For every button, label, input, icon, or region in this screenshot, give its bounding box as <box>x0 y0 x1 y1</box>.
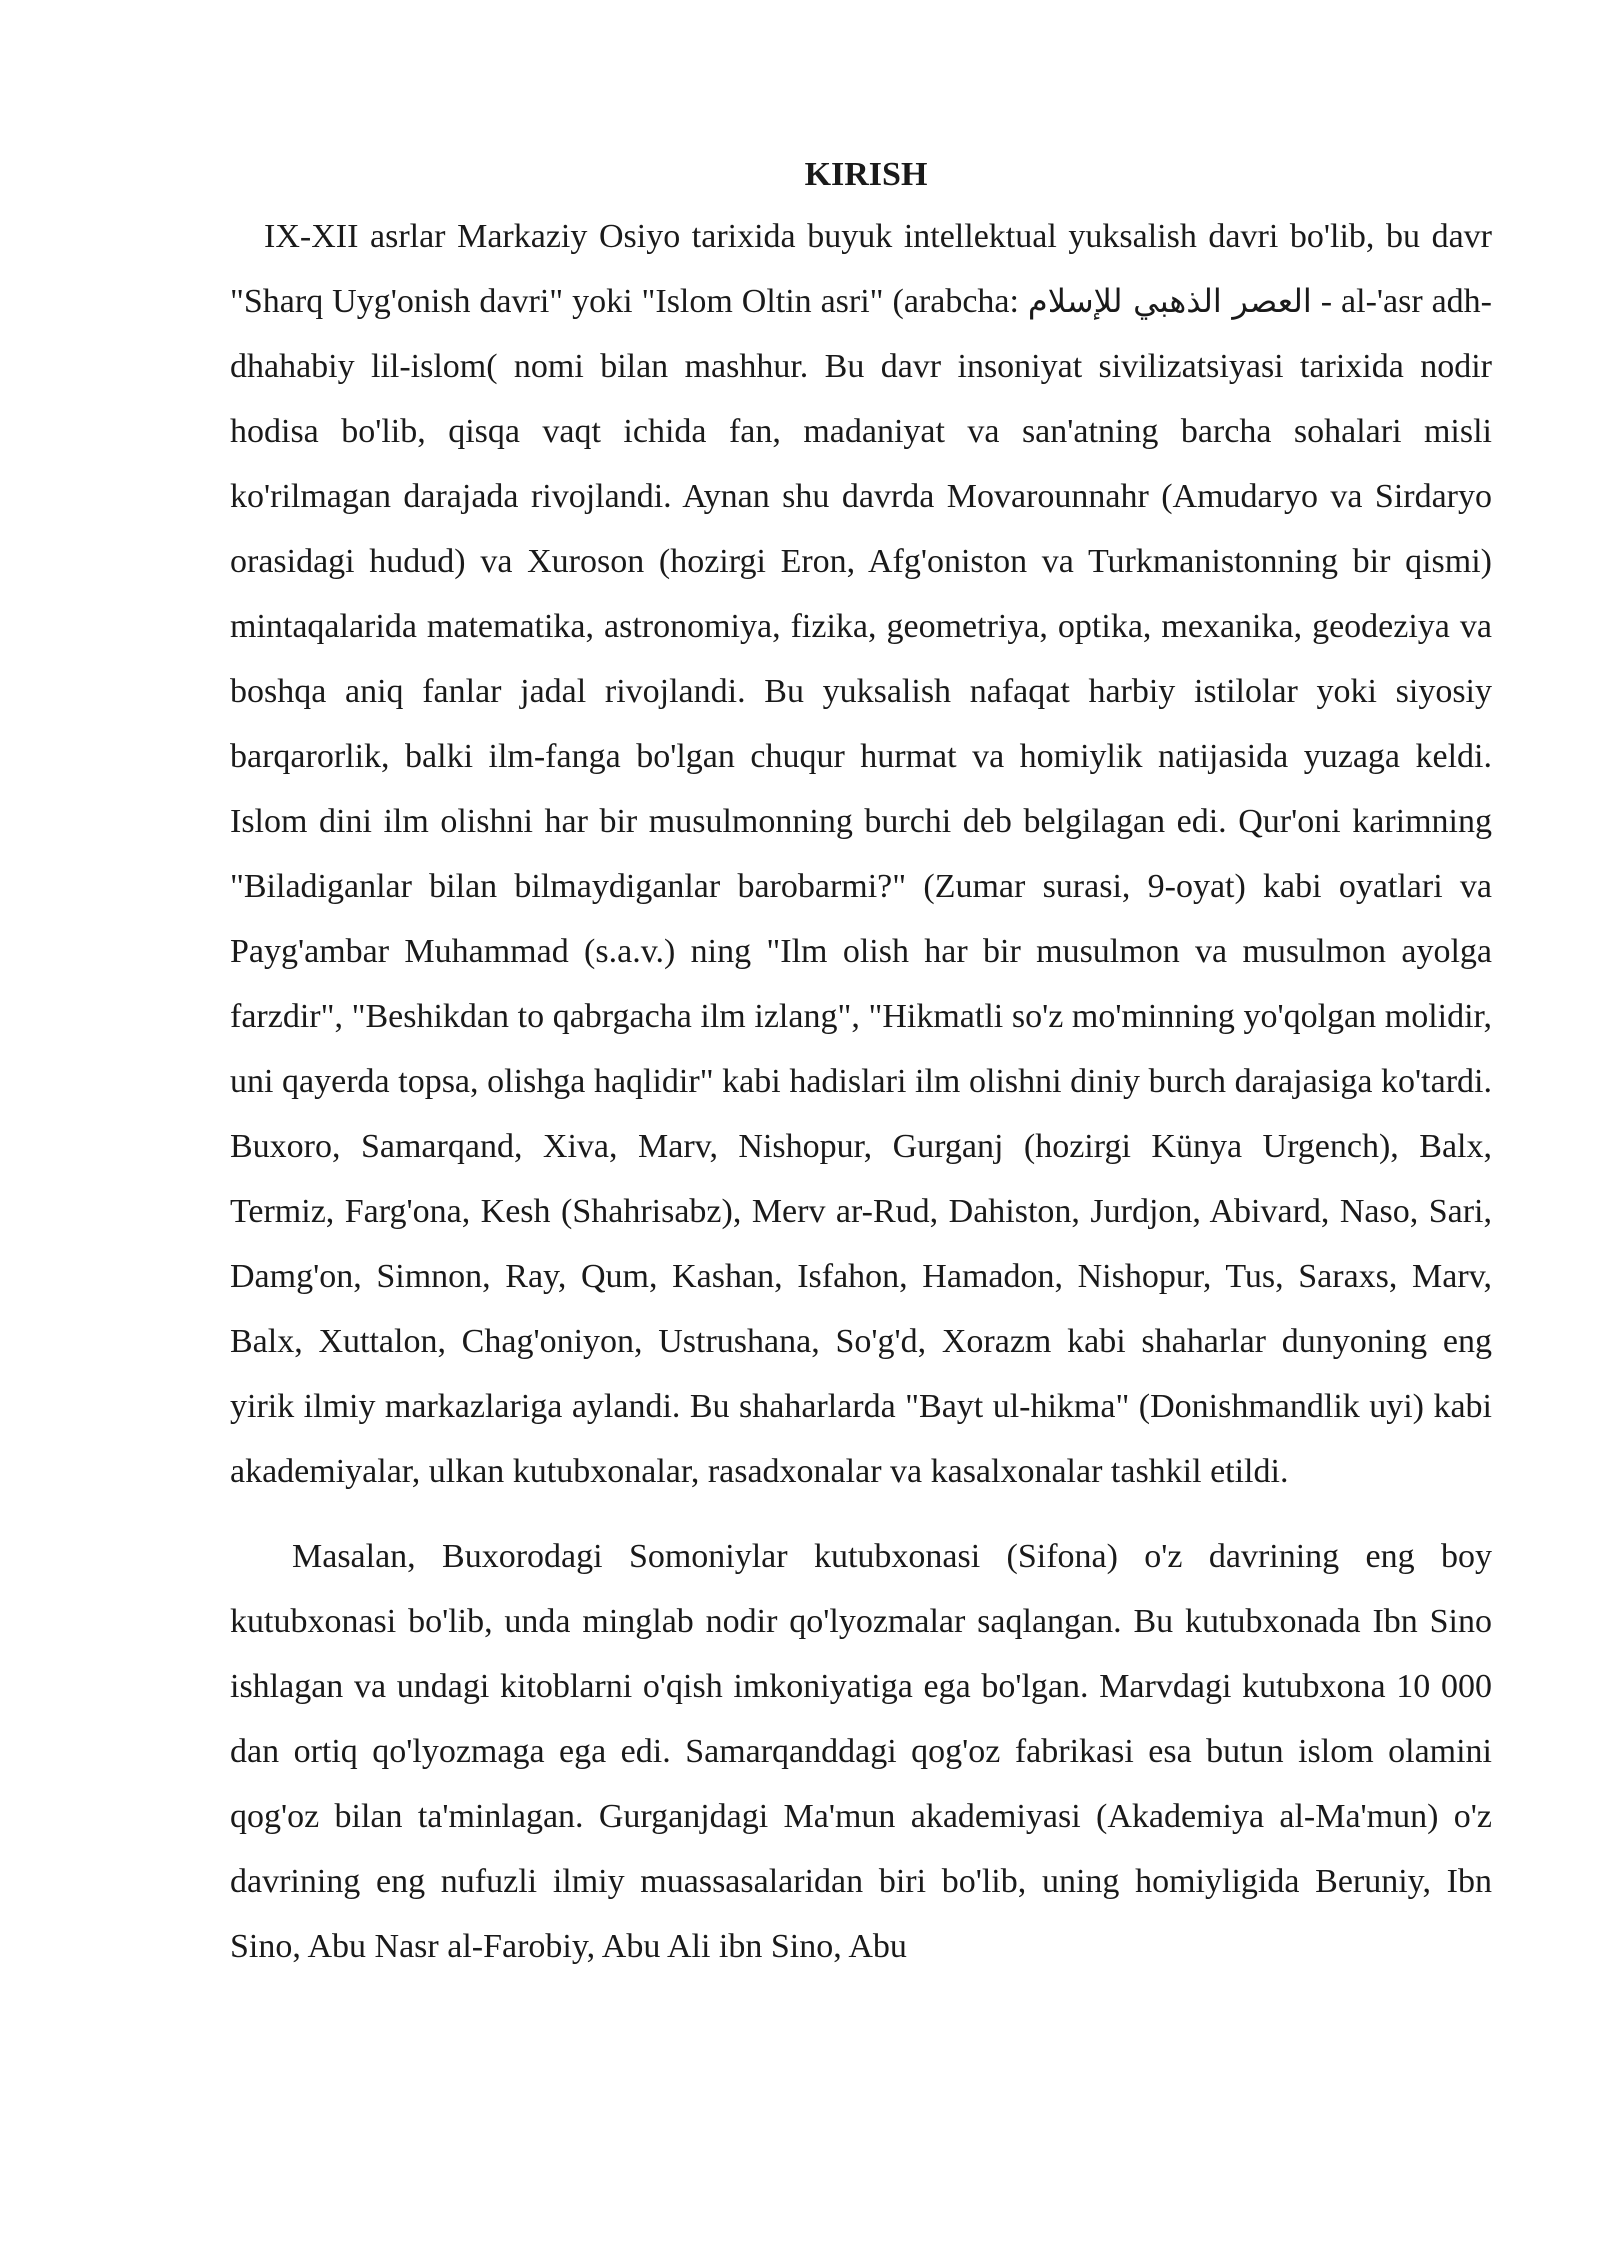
document-body <box>230 150 1492 1979</box>
section-title: KIRISH <box>804 156 928 193</box>
paragraph-1-text-start: IX-XII asrlar Markaziy Osiyo tarixida buyuk intellektual yuksalish davri bo'lib, bu davr "Sharq Uyg'onish davri" yoki "Islom Oltin asri" (arabcha: <box>230 218 1492 320</box>
paragraph-1-text-end: - al-'asr adh-dhahabiy lil-islom( nomi bilan mashhur. Bu davr insoniyat sivilizatsiyasi tarixida nodir hodisa bo'lib, qisqa vaqt ichida fan, madaniyat va san'atning barcha sohalari misli ko'rilmagan darajada rivojlandi. Aynan shu davrda Movarounnahr (Amudaryo va Sirdaryo orasidagi hudud) va Xuroson (hozirgi Eron, Afg'oniston va Turkmanistonning bir qismi) mintaqalarida matematika, astronomiya, fizika, geometriya, optika, mexanika, geodeziya va boshqa aniq fanlar jadal rivojlandi. Bu yuksalish nafaqat harbiy istilolar yoki siyosiy barqarorlik, balki ilm-fanga bo'lgan chuqur hurmat va homiylik natijasida yuzaga keldi. Islom dini ilm olishni har bir musulmonning burchi deb belgilagan edi. Qur'oni karimning "Biladiganlar bilan bilmaydiganlar barobarmi?" (Zumar surasi, 9-oyat) kabi oyatlari va Payg'ambar Muhammad (s.a.v.) ning "Ilm olish har bir musulmon va musulmon ayolga farzdir", "Beshikdan to qabrgacha ilm izlang", "Hikmatli so'z mo'minning yo'qolgan molidir, uni qayerda topsa, olishga haqlidir" kabi hadislari ilm olishni diniy burch darajasiga ko'tardi. Buxoro, Samarqand, Xiva, Marv, Nishopur, Gurganj (hozirgi Künya Urgench), Balx, Termiz, Farg'ona, Kesh (Shahrisabz), Merv ar-Rud, Dahiston, Jurdjon, Abivard, Naso, Sari, Damg'on, Simnon, Ray, Qum, Kashan, Isfahon, Hamadon, Nishopur, Tus, Saraxs, Marv, Balx, Xuttalon, Chag'oniyon, Ustrushana, So'g'd, Xorazm kabi shaharlar dunyoning eng yirik ilmiy markazlariga aylandi. Bu shaharlarda "Bayt ul-hikma" (Donishmandlik uyi) kabi akademiyalar, ulkan kutubxonalar, rasadxonalar va kasalxonalar tashkil etildi. <box>230 283 1493 1490</box>
paragraph-1 <box>230 204 1492 1504</box>
paragraph-2: Masalan, Buxorodagi Somoniylar kutubxonasi (Sifona) o'z davrining eng boy kutubxonasi bo'lib, unda minglab nodir qo'lyozmalar saqlangan. Bu kutubxonada Ibn Sino ishlagan va undagi kitoblarni o'qish imkoniyatiga ega bo'lgan. Marvdagi kutubxona 10 000 dan ortiq qo'lyozmaga ega edi. Samarqanddagi qog'oz fabrikasi esa butun islom olamini qog'oz bilan ta'minlagan. Gurganjdagi Ma'mun akademiyasi (Akademiya al-Ma'mun) o'z davrining eng nufuzli ilmiy muassasalaridan biri bo'lib, uning homiyligida Beruniy, Ibn Sino, Abu Nasr al-Farobiy, Abu Ali ibn Sino, Abu <box>230 1538 1492 1965</box>
arabic-phrase: العصر الذهبي للإسلام <box>1027 282 1312 320</box>
